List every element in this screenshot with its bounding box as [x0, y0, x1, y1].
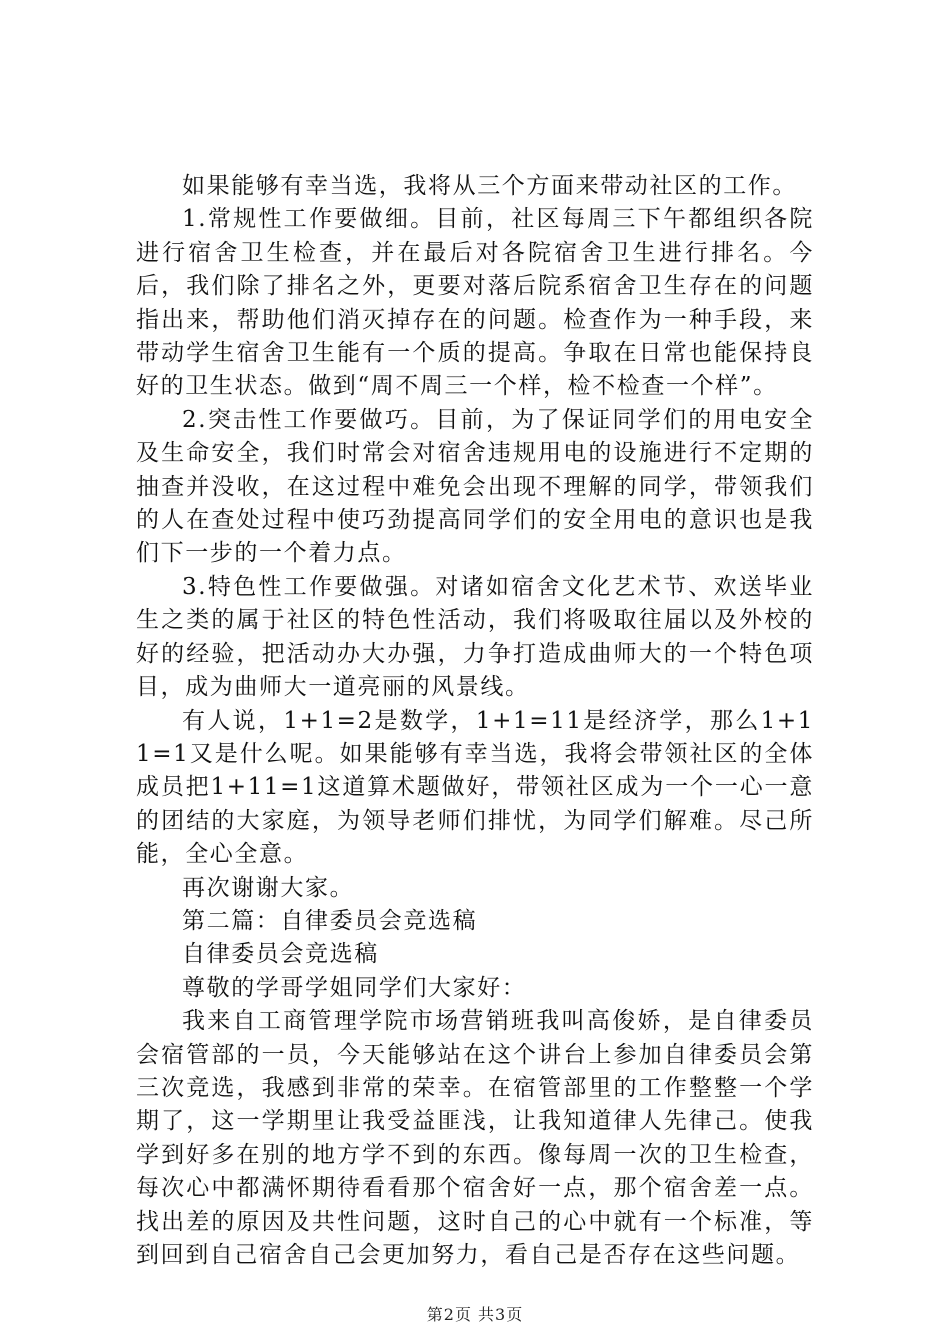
paragraph-math-metaphor: 有人说，1+1=2是数学，1+1=11是经济学，那么1+11=1又是什么呢。如果能够有幸当选，我将会带领社区的全体成员把1+11=1这道算术题做好，带领社区成为一个一心一意的团结的大家庭，为领导老师们排忧，为同学们解难。尽己所能，全心全意。: [136, 707, 814, 868]
paragraph-intro: 如果能够有幸当选，我将从三个方面来带动社区的工作。: [182, 173, 797, 199]
paragraph-thanks: 再次谢谢大家。: [182, 874, 355, 901]
document-body: [136, 170, 814, 1272]
paragraph-self-intro: 我来自工商管理学院市场营销班我叫高俊娇，是自律委员会宿管部的一员，今天能够站在这个讲台上参加自律委员会第三次竞选，我感到非常的荣幸。在宿管部里的工作整整一个学期了，这一学期里让我受益匪浅，让我知道律人先律己。使我学到好多在别的地方学不到的东西。像每周一次的卫生检查，每次心中都满怀期待看看那个宿舍好一点，那个宿舍差一点。找出差的原因及共性问题，这时自己的心中就有一个标准，等到回到自己宿舍自己会更加努力，看自己是否存在这些问题。: [136, 1008, 814, 1268]
paragraph-point-3: 3.特色性工作要做强。对诸如宿舍文化艺术节、欢送毕业生之类的属于社区的特色性活动，我们将吸取往届以及外校的好的经验，把活动办大办强，力争打造成曲师大的一个特色项目，成为曲师大一道亮丽的风景线。: [136, 573, 814, 701]
page-footer: 第2页 共3页: [426, 1305, 524, 1324]
section-title: 自律委员会竞选稿: [182, 941, 379, 968]
paragraph-point-1: 1.常规性工作要做细。目前，社区每周三下午都组织各院进行宿舍卫生检查，并在最后对各院宿舍卫生进行排名。今后，我们除了排名之外，更要对落后院系宿舍卫生存在的问题指出来，帮助他们消灭掉存在的问题。检查作为一种手段，来带动学生宿舍卫生能有一个质的提高。争取在日常也能保持良好的卫生状态。做到“周不周三一个样，检不检查一个样”。: [136, 206, 814, 400]
paragraph-point-2: 2.突击性工作要做巧。目前，为了保证同学们的用电安全及生命安全，我们时常会对宿舍违规用电的设施进行不定期的抽查并没收，在这过程中难免会出现不理解的同学，带领我们的人在查处过程中使巧劲提高同学们的安全用电的意识也是我们下一步的一个着力点。: [136, 406, 814, 567]
section-heading: 第二篇：自律委员会竞选稿: [182, 907, 478, 934]
salutation: 尊敬的学哥学姐同学们大家好：: [182, 974, 527, 1001]
